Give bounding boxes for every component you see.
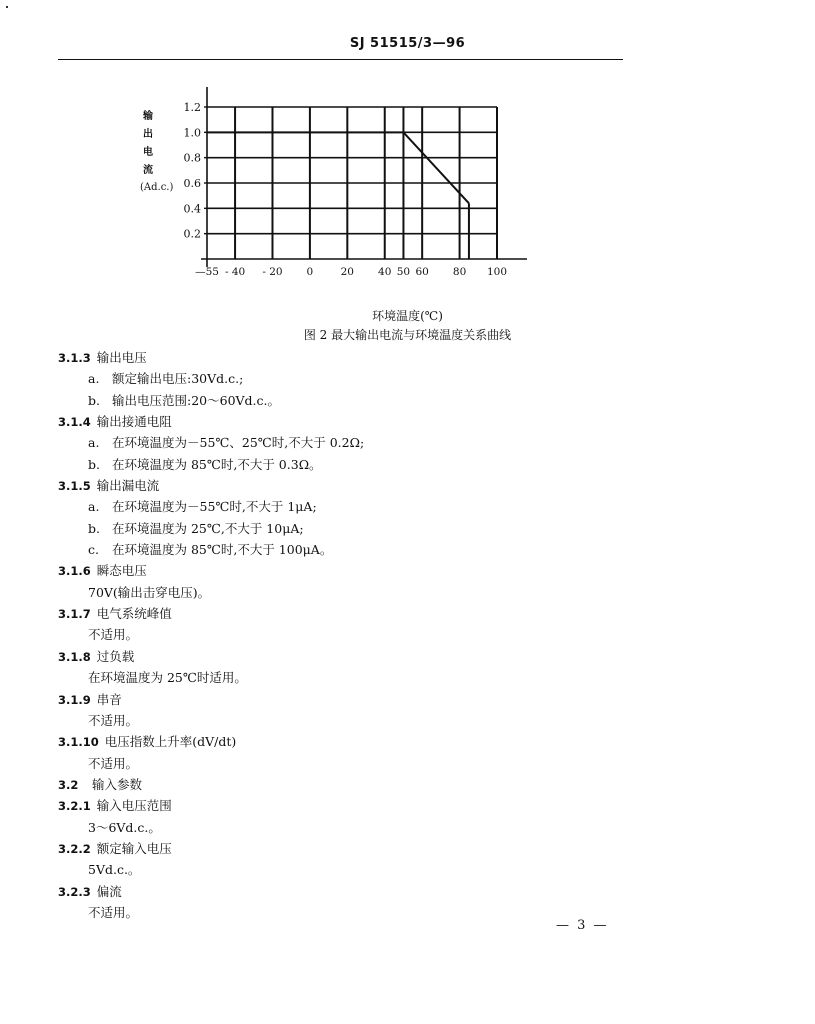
section-number: 3.2: [58, 777, 79, 792]
chart-series: [207, 132, 469, 259]
y-tick-label: 0.4: [183, 202, 201, 216]
figure-caption: 图 2 最大输出电流与环境温度关系曲线: [303, 328, 512, 342]
header-rule: [58, 59, 623, 60]
item-marker: a.: [88, 371, 100, 387]
item-marker: b.: [88, 392, 100, 408]
section-title: 电压指数上升率(dV/dt): [104, 734, 237, 750]
item-text: 70V(输出击穿电压)。: [88, 584, 211, 600]
y-axis-label-char: 出: [143, 129, 153, 140]
item-text: 3～6Vd.c.。: [88, 819, 161, 835]
section-item: [58, 667, 678, 688]
section-item: [58, 710, 678, 731]
x-axis-title: 环境温度(℃): [372, 309, 443, 323]
item-marker: b.: [88, 520, 100, 536]
section-item: [58, 518, 678, 539]
section-item: [58, 496, 678, 517]
y-tick-label: 0.2: [183, 227, 201, 241]
section-item: [58, 582, 678, 603]
item-marker: a.: [88, 435, 100, 451]
y-tick-label: 1.0: [183, 126, 201, 140]
item-marker: b.: [88, 456, 100, 472]
section-item: [58, 539, 678, 560]
section-heading: [58, 603, 678, 624]
section-number: 3.1.9: [58, 692, 91, 707]
section-number: 3.2.2: [58, 841, 91, 856]
y-axis-label-char: 电: [143, 147, 153, 158]
section-heading: [58, 475, 678, 496]
section-heading: [58, 411, 678, 432]
chart-grid: [207, 107, 497, 259]
item-text: 在环境温度为－55℃时,不大于 1μA;: [112, 499, 317, 515]
section-number: 3.1.7: [58, 607, 91, 622]
document-code-header: SJ 51515/3—96: [349, 36, 466, 51]
x-tick-label: 80: [452, 266, 467, 278]
derating-chart: [130, 85, 530, 285]
spec-body: [58, 347, 678, 923]
section-heading: [58, 881, 678, 902]
section-title: 额定输入电压: [96, 840, 172, 856]
derating-curve: [207, 132, 469, 203]
section-item: [58, 368, 678, 389]
item-text: 不适用。: [88, 755, 139, 771]
section-title: 偏流: [96, 883, 122, 899]
item-text: 5Vd.c.。: [88, 862, 141, 878]
section-item: [58, 454, 678, 475]
section-item: [58, 859, 678, 880]
section-item: [58, 390, 678, 411]
y-axis-label: [140, 109, 173, 193]
x-tick-label: 60: [415, 266, 429, 278]
section-item: [58, 753, 678, 774]
section-heading: [58, 689, 678, 710]
section-heading: [58, 646, 678, 667]
section-heading: [58, 347, 678, 368]
section-number: 3.2.3: [58, 884, 91, 899]
item-text: 在环境温度为 85℃时,不大于 100μA。: [112, 542, 333, 558]
section-number: 3.1.8: [58, 649, 91, 664]
item-text: 不适用。: [88, 904, 139, 920]
scan-speck: [6, 6, 8, 8]
section-title: 输出接通电阻: [96, 414, 172, 430]
section-item: [58, 624, 678, 645]
x-tick-label: 100: [486, 266, 508, 278]
x-tick-label: 50: [396, 266, 411, 278]
item-text: 在环境温度为 25℃,不大于 10μA;: [112, 520, 304, 536]
section-title: 电气系统峰值: [96, 606, 172, 622]
section-number: 3.1.4: [58, 415, 91, 430]
x-tick-label: 40: [378, 266, 392, 278]
page-number: — 3 —: [556, 918, 609, 933]
x-tick-label: 20: [340, 266, 355, 278]
item-text: 输出电压范围:20～60Vd.c.。: [112, 392, 280, 408]
y-tick-label: 0.8: [183, 151, 201, 165]
item-marker: c.: [88, 542, 99, 558]
x-tick-label: 0: [306, 266, 314, 278]
section-item: [58, 817, 678, 838]
item-text: 在环境温度为 25℃时适用。: [88, 670, 247, 686]
section-item: [58, 432, 678, 453]
section-number: 3.1.5: [58, 479, 91, 494]
section-title: 输入参数: [92, 776, 143, 792]
y-tick-label: 0.6: [183, 177, 201, 190]
section-heading: [58, 731, 678, 752]
section-number: 3.1.6: [58, 564, 91, 579]
y-axis-label-char: 流: [143, 165, 153, 176]
section-title: 输入电压范围: [96, 798, 172, 814]
x-tick-label: —55: [195, 266, 219, 278]
item-text: 不适用。: [88, 627, 139, 643]
y-axis-label-char: 输: [143, 111, 153, 122]
section-heading: [58, 838, 678, 859]
section-title: 输出漏电流: [96, 478, 160, 494]
chart-axes: [201, 87, 527, 267]
item-text: 额定输出电压:30Vd.c.;: [112, 371, 244, 387]
section-heading: [58, 795, 678, 816]
section-title: 过负载: [96, 648, 135, 664]
item-marker: a.: [88, 499, 100, 515]
y-axis-unit: (Ad.c.): [140, 182, 174, 193]
section-number: 3.2.1: [58, 799, 91, 814]
item-text: 在环境温度为 85℃时,不大于 0.3Ω。: [112, 456, 322, 472]
chart-ticks: [184, 101, 508, 278]
section-title: 输出电压: [96, 350, 147, 365]
item-text: 不适用。: [88, 712, 139, 728]
section-number: 3.1.10: [58, 735, 99, 750]
x-tick-label: - 20: [262, 266, 283, 278]
item-text: 在环境温度为－55℃、25℃时,不大于 0.2Ω;: [112, 435, 365, 451]
section-heading: [58, 560, 678, 581]
section-heading: [58, 774, 678, 795]
section-number: 3.1.3: [58, 351, 91, 365]
section-title: 瞬态电压: [96, 563, 147, 579]
x-tick-label: - 40: [224, 266, 246, 278]
section-title: 串音: [96, 691, 122, 707]
y-tick-label: 1.2: [183, 101, 201, 114]
